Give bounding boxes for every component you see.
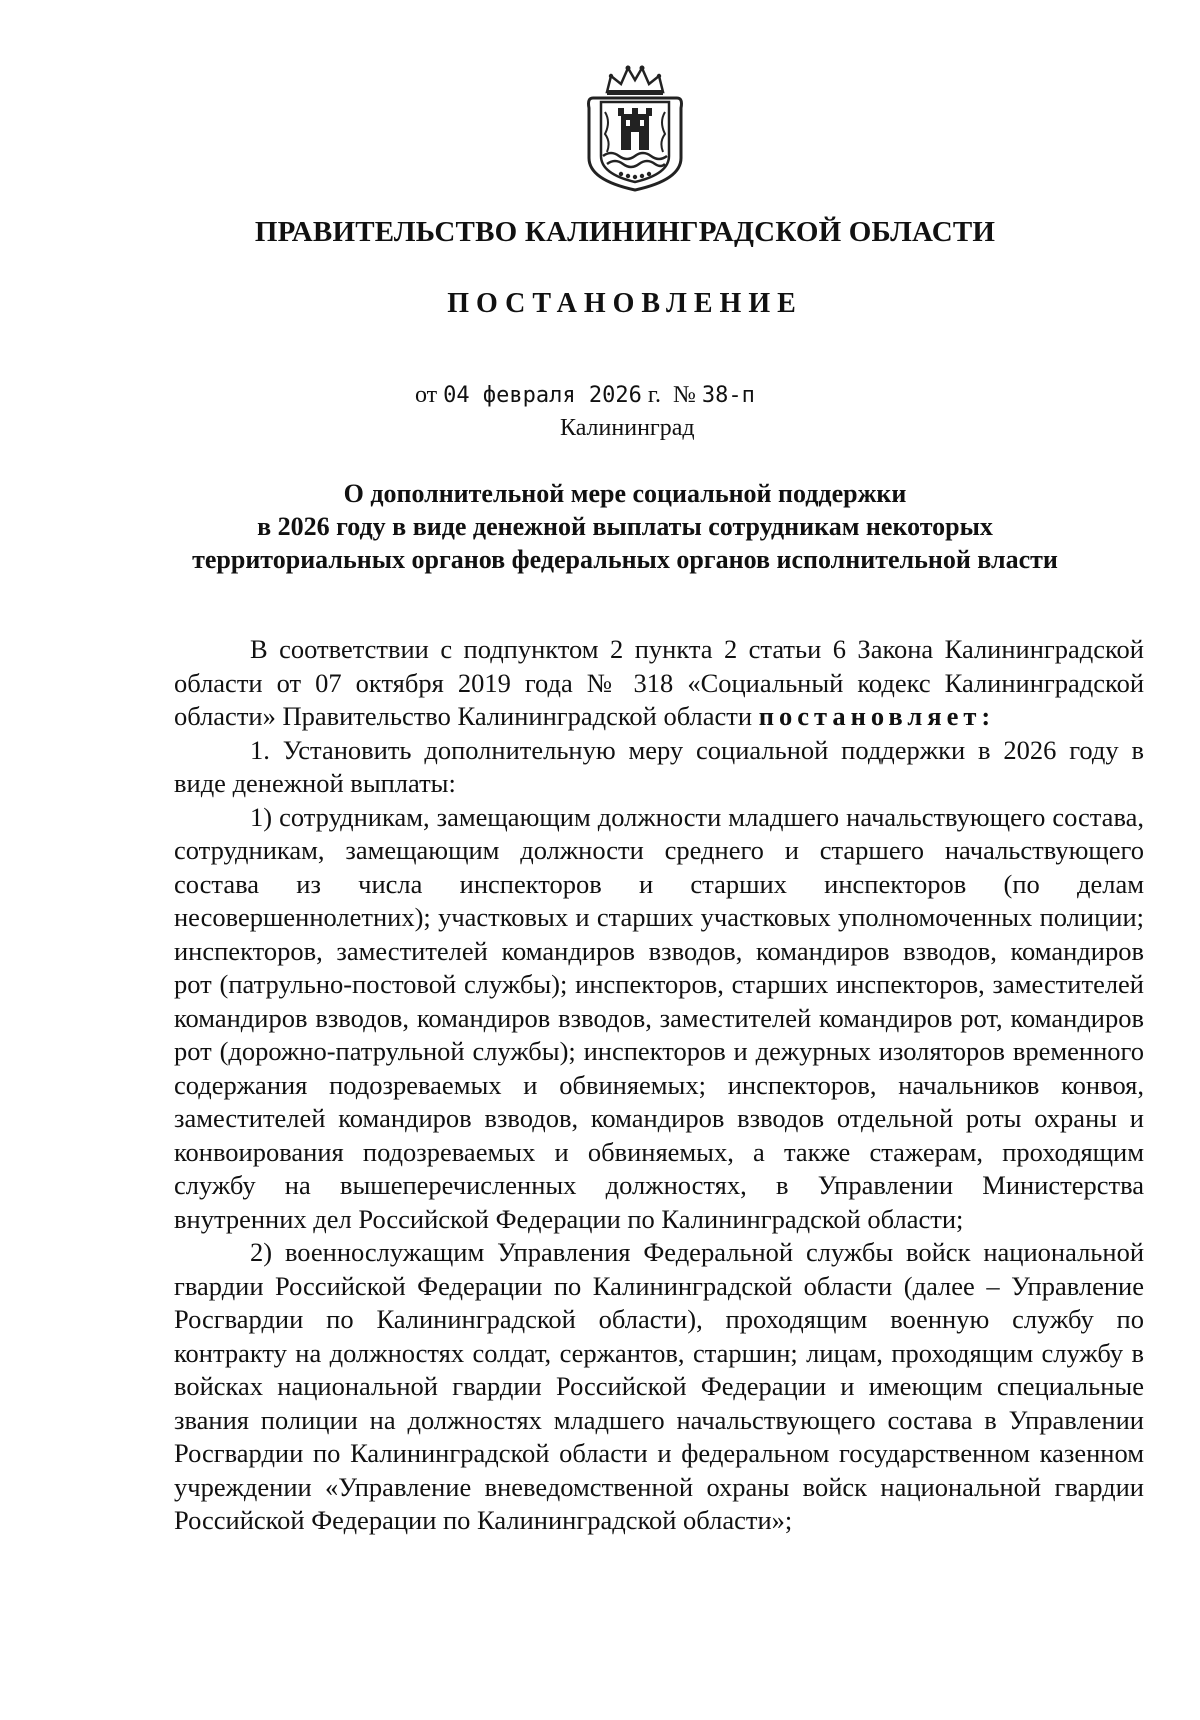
decree-word: постановляет: xyxy=(758,701,996,731)
document-type: ПОСТАНОВЛЕНИЕ xyxy=(447,288,803,319)
kaliningrad-coat-of-arms-icon xyxy=(585,62,685,192)
preamble-text: В соответствии с подпунктом 2 пункта 2 статьи 6 Закона Калининградской области от 07 октября 2019 года № 318 «Социальный кодекс Калининградской области» Правительство Калининградской области xyxy=(174,634,1144,731)
subject-line-3: территориальных органов федеральных органов исполнительной власти xyxy=(192,545,1058,574)
date-number-line xyxy=(415,382,915,409)
document-body xyxy=(174,633,1144,1538)
document-number: 38-п xyxy=(701,383,755,408)
document-subject xyxy=(150,477,1100,576)
subject-line-1: О дополнительной мере социальной поддержки xyxy=(343,479,907,508)
number-sign: № xyxy=(673,382,696,408)
subject-line-2: в 2026 году в виде денежной выплаты сотрудникам некоторых xyxy=(257,512,993,541)
city: Калининград xyxy=(560,415,695,441)
paragraph-1-1: 1) сотрудникам, замещающим должности младшего начальствующего состава, сотрудникам, замещающим должности среднего и старшего начальствующего состава из числа инспекторов и старших инспекторов (по делам несовершеннолетних); участковых и старших участковых уполномоченных полиции; инспекторов, заместителей командиров взводов, командиров взводов, командиров рот (патрульно-постовой службы); инспекторов, старших инспекторов, заместителей командиров взводов, командиров взводов, заместителей командиров рот, командиров рот (дорожно-патрульной службы); инспекторов и дежурных изоляторов временного содержания подозреваемых и обвиняемых; инспекторов, начальников конвоя, заместителей командиров взводов, командиров взводов отдельной роты охраны и конвоирования подозреваемых и обвиняемых, а также стажерам, проходящим службу на вышеперечисленных должностях, в Управлении Министерства внутренних дел Российской Федерации по Калининградской области; xyxy=(174,801,1144,1234)
year-suffix: г. xyxy=(647,382,661,408)
government-title: ПРАВИТЕЛЬСТВО КАЛИНИНГРАДСКОЙ ОБЛАСТИ xyxy=(254,216,996,248)
preamble-paragraph xyxy=(174,633,1144,734)
date-value: 04 февраля 2026 xyxy=(443,383,642,408)
date-prefix: от xyxy=(415,382,438,408)
paragraph-1: 1. Установить дополнительную меру социальной поддержки в 2026 году в виде денежной выплаты: xyxy=(174,734,1144,798)
paragraph-1-2: 2) военнослужащим Управления Федеральной службы войск национальной гвардии Российской Федерации по Калининградской области (далее – Управление Росгвардии по Калининградской области), проходящим военную службу по контракту на должностях солдат, сержантов, старшин; лицам, проходящим службу в войсках национальной гвардии Российской Федерации и имеющим специальные звания полиции на должностях младшего начальствующего состава в Управлении Росгвардии по Калининградской области и федеральном государственном казенном учреждении «Управление вневедомственной охраны войск национальной гвардии Российской Федерации по Калининградской области»; xyxy=(174,1237,1144,1535)
